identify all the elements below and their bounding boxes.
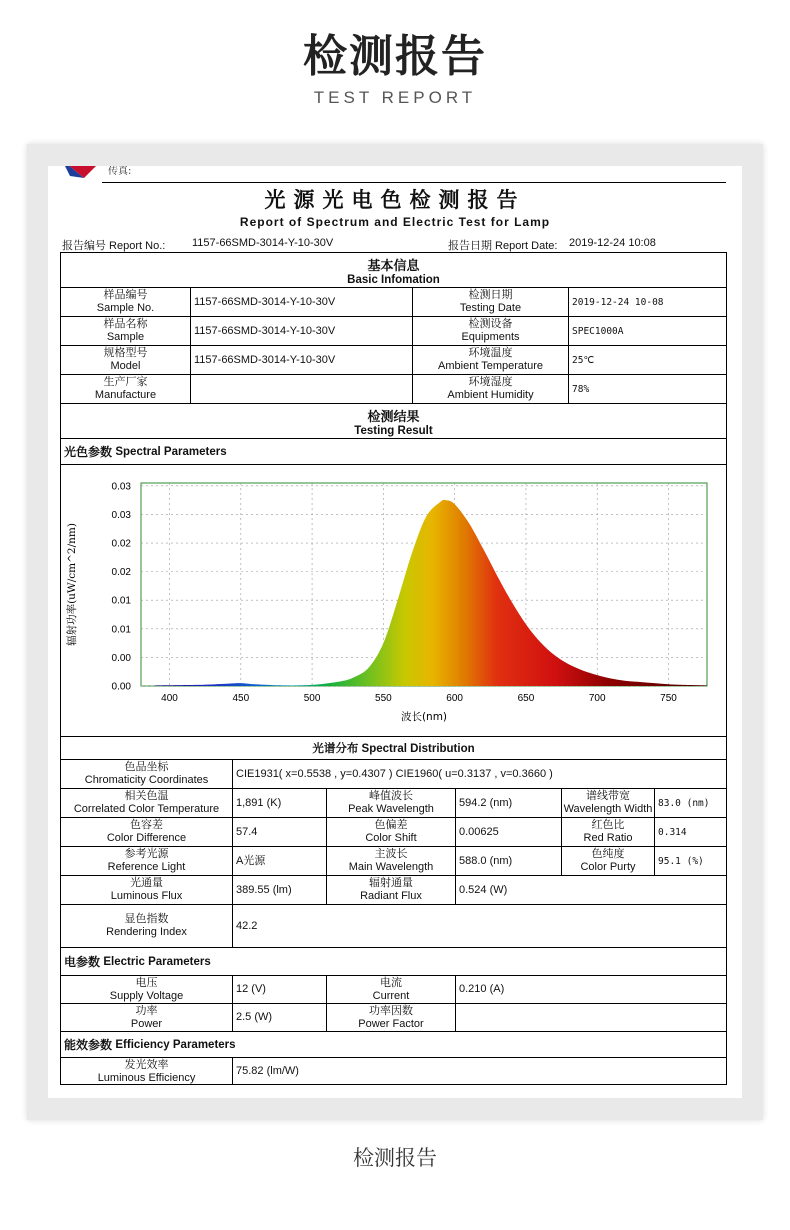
- label-en: Power Factor: [358, 1017, 424, 1030]
- report-document: [48, 166, 742, 1098]
- basic-heading: [61, 253, 726, 287]
- spectral-label: [561, 817, 654, 846]
- spectral-label: [326, 846, 455, 875]
- y-tick-label: 0.00: [111, 681, 131, 693]
- spectral-label: [326, 788, 455, 817]
- basic-label: [412, 287, 568, 316]
- report-title-en: Report of Spectrum and Electric Test for Lamp: [239, 215, 551, 229]
- label-cn: 辐射通量: [369, 877, 413, 889]
- label-cn: 检测设备: [468, 318, 513, 330]
- electric-section-cn: 电参数: [64, 955, 101, 969]
- spectral-value: 1,891 (K): [232, 788, 326, 817]
- electric-value: [455, 1003, 726, 1031]
- page-subtitle: TEST REPORT: [313, 88, 477, 107]
- flux-label: [60, 875, 232, 904]
- chromaticity-label-cn: 色品坐标: [124, 761, 169, 773]
- label-en: Power: [130, 1017, 163, 1030]
- spectral-value: 0.314: [654, 817, 726, 846]
- label-cn: 光通量: [130, 877, 163, 889]
- efficiency-section-en: Efficiency Parameters: [115, 1038, 236, 1051]
- spectral-value: 594.2 (nm): [455, 788, 561, 817]
- y-tick-label: 0.02: [111, 567, 131, 579]
- basic-value: 1157-66SMD-3014-Y-10-30V: [190, 345, 412, 374]
- spectral-label: [60, 788, 232, 817]
- basic-value: 78%: [568, 374, 726, 403]
- basic-value: SPEC1000A: [568, 316, 726, 345]
- label-en: Color Shift: [365, 832, 417, 844]
- spectral-value: 83.0 (nm): [654, 788, 726, 817]
- electric-value: 0.210 (A): [455, 975, 726, 1003]
- electric-value: 12 (V): [232, 975, 326, 1003]
- label-cn: 样品编号: [103, 289, 148, 301]
- chromaticity-label-en: Chromaticity Coordinates: [84, 774, 209, 786]
- x-tick-label: 650: [517, 693, 535, 704]
- y-tick-label: 0.01: [111, 624, 131, 636]
- basic-label: [412, 345, 568, 374]
- basic-label: [412, 316, 568, 345]
- x-tick-label: 450: [232, 693, 250, 704]
- flux-value: 389.55 (lm): [232, 875, 326, 904]
- electric-label: [326, 1003, 455, 1031]
- label-cn: 峰值波长: [369, 790, 413, 802]
- spectral-label: [60, 846, 232, 875]
- label-en: Correlated Color Temperature: [73, 803, 220, 815]
- electric-label: [60, 975, 232, 1003]
- y-axis-label: 辐射功率(uW/cm^2/nm): [66, 523, 78, 646]
- electric-section-en: Electric Parameters: [103, 955, 211, 968]
- y-tick-label: 0.00: [111, 652, 131, 664]
- radiant-flux-value: 0.524 (W): [455, 875, 726, 904]
- report-date-label: 报告日期 Report Date:: [448, 240, 558, 252]
- electric-label: [60, 1003, 232, 1031]
- spectral-label: [561, 788, 654, 817]
- efficiency-value: 75.82 (lm/W): [232, 1057, 726, 1085]
- label-cn: 电流: [380, 976, 402, 989]
- spectral-label: [326, 817, 455, 846]
- report-no-label: 报告编号 Report No.:: [62, 240, 166, 252]
- x-tick-label: 750: [660, 693, 677, 704]
- spectrum-chart: [60, 465, 726, 735]
- label-en: Sample No.: [96, 302, 155, 314]
- report-no-value: 1157-66SMD-3014-Y-10-30V: [192, 237, 334, 249]
- y-tick-label: 0.03: [111, 481, 131, 493]
- label-cn: 规格型号: [103, 347, 148, 359]
- label-en: Ambient Humidity: [447, 389, 534, 401]
- spectral-value: A光源: [232, 846, 326, 875]
- distribution-heading: 光谱分布 Spectral Distribution: [61, 736, 726, 759]
- label-cn: 环境温度: [468, 347, 513, 359]
- basic-label: [60, 374, 190, 403]
- label-en: Peak Wavelength: [348, 803, 434, 815]
- label-en: Radiant Flux: [360, 890, 422, 902]
- chromaticity-label: [60, 759, 232, 788]
- spectral-label: [561, 846, 654, 875]
- label-en: Model: [110, 360, 141, 372]
- label-cn: 参考光源: [124, 848, 169, 860]
- y-tick-label: 0.03: [111, 509, 131, 521]
- basic-heading-cn: 基本信息: [367, 257, 420, 273]
- label-cn: 红色比: [591, 819, 625, 831]
- report-table: [60, 252, 727, 1085]
- x-axis-label: 波长(nm): [400, 711, 448, 723]
- basic-label: [60, 287, 190, 316]
- efficiency-section-title: [61, 1031, 726, 1057]
- company-logo-icon: [62, 166, 102, 180]
- x-tick-label: 700: [588, 693, 606, 704]
- label-cn: 检测日期: [468, 289, 513, 301]
- label-cn: 色纯度: [591, 848, 625, 860]
- label-en: Rendering Index: [106, 926, 187, 938]
- spectral-label: [60, 817, 232, 846]
- page-title: 检测报告: [303, 31, 487, 82]
- label-en: Manufacture: [94, 389, 157, 401]
- result-heading: [61, 403, 726, 438]
- label-en: Sample: [106, 331, 145, 343]
- report-title-cn: 光源光电色检测报告: [264, 187, 526, 212]
- spectral-value: 57.4: [232, 817, 326, 846]
- label-cn: 主波长: [374, 848, 408, 860]
- radiant-flux-label: [326, 875, 455, 904]
- label-cn: 色偏差: [374, 819, 408, 831]
- efficiency-label-en: Luminous Efficiency: [97, 1071, 196, 1084]
- label-cn: 样品名称: [103, 318, 148, 330]
- label-en: Luminous Flux: [110, 890, 183, 902]
- spectral-section-title: [61, 438, 726, 464]
- spectral-value: 95.1 (%): [654, 846, 726, 875]
- report-date-value: 2019-12-24 10:08: [569, 237, 656, 249]
- spectral-value: 588.0 (nm): [455, 846, 561, 875]
- label-cn: 显色指数: [124, 913, 169, 925]
- basic-value: 1157-66SMD-3014-Y-10-30V: [190, 287, 412, 316]
- header-rule: [102, 182, 726, 183]
- basic-value: 2019-12-24 10-08: [568, 287, 726, 316]
- basic-label: [60, 345, 190, 374]
- basic-value: 1157-66SMD-3014-Y-10-30V: [190, 316, 412, 345]
- chromaticity-value: CIE1931( x=0.5538 , y=0.4307 ) CIE1960( u=0.3137 , v=0.3660 ): [232, 759, 726, 788]
- label-en: Main Wavelength: [348, 861, 434, 873]
- basic-label: [412, 374, 568, 403]
- result-heading-cn: 检测结果: [367, 408, 420, 424]
- spectrum-chart-area: [60, 464, 726, 736]
- label-en: Wavelength Width: [563, 803, 653, 815]
- label-cn: 功率: [135, 1004, 158, 1017]
- label-en: Color Purty: [580, 861, 636, 873]
- label-cn: 相关色温: [124, 790, 169, 802]
- label-en: Supply Voltage: [109, 989, 184, 1002]
- bottom-caption: 检测报告: [353, 1146, 437, 1170]
- electric-value: 2.5 (W): [232, 1003, 326, 1031]
- label-cn: 色容差: [130, 819, 163, 831]
- basic-value: [190, 374, 412, 403]
- rendering-value: 42.2: [232, 904, 726, 947]
- label-cn: 电压: [135, 976, 158, 989]
- x-tick-label: 600: [446, 693, 463, 704]
- efficiency-label: [60, 1057, 232, 1085]
- label-en: Equipments: [461, 331, 520, 343]
- efficiency-section-cn: 能效参数: [64, 1038, 113, 1052]
- basic-heading-en: Basic Infomation: [347, 273, 440, 286]
- label-cn: 功率因数: [369, 1004, 413, 1017]
- label-en: Color Difference: [106, 832, 187, 844]
- logo-text: 传真:: [108, 166, 132, 177]
- electric-label: [326, 975, 455, 1003]
- label-en: Reference Light: [107, 861, 186, 873]
- label-cn: 谱线带宽: [586, 790, 630, 802]
- efficiency-label-cn: 发光效率: [124, 1058, 169, 1071]
- rendering-label: [60, 904, 232, 947]
- label-cn: 生产厂家: [103, 376, 148, 388]
- label-en: Ambient Temperature: [438, 360, 543, 372]
- spectral-section-en: Spectral Parameters: [115, 445, 227, 458]
- label-en: Red Ratio: [583, 832, 633, 844]
- spectral-value: 0.00625: [455, 817, 561, 846]
- y-tick-label: 0.02: [111, 538, 131, 550]
- result-heading-en: Testing Result: [354, 424, 433, 437]
- x-tick-label: 500: [303, 693, 321, 704]
- label-en: Current: [372, 989, 410, 1002]
- y-tick-label: 0.01: [111, 595, 131, 607]
- spectral-section-cn: 光色参数: [64, 445, 113, 459]
- electric-section-title: [61, 947, 726, 975]
- x-tick-label: 400: [161, 693, 178, 704]
- label-en: Testing Date: [459, 302, 522, 314]
- label-cn: 环境湿度: [468, 376, 513, 388]
- basic-value: 25℃: [568, 345, 726, 374]
- x-tick-label: 550: [375, 693, 392, 704]
- basic-label: [60, 316, 190, 345]
